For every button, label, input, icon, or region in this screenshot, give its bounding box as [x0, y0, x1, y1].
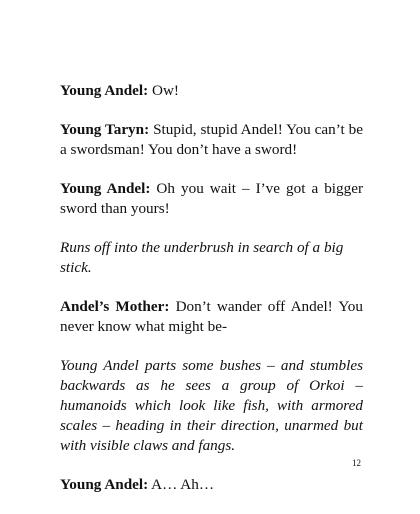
- stage-direction: Young Andel parts some bushes – and stumbles backwards as he sees a group of Orkoi – humanoids which look like fish, with armored scales – heading in their direction, unarmed but with visible claws and fangs.: [60, 357, 363, 454]
- stage-direction: Runs off into the underbrush in search of a big stick.: [60, 239, 344, 276]
- script-body: [60, 81, 363, 514]
- speaker-name: Young Andel:: [60, 82, 149, 99]
- speaker-name: Young Andel:: [60, 180, 151, 197]
- dialogue-line: [60, 179, 363, 219]
- dialogue-text: Ow!: [148, 82, 179, 99]
- speaker-name: Young Andel:: [60, 476, 149, 493]
- dialogue-line: [60, 297, 363, 337]
- speaker-name: Andel’s Mother:: [60, 298, 170, 315]
- dialogue-line: [60, 81, 363, 101]
- dialogue-text: Stupid, stupid Andel! You can’t be a swordsman! You don’t have a sword!: [60, 121, 363, 158]
- dialogue-text: Oh you wait – I’ve got a bigger sword than yours!: [60, 180, 364, 217]
- page-number: 12: [352, 458, 361, 468]
- dialogue-line: [60, 120, 363, 160]
- dialogue-line: [60, 475, 363, 495]
- dialogue-text: A… Ah…: [148, 476, 215, 493]
- speaker-name: Young Taryn:: [60, 121, 150, 138]
- dialogue-text: Don’t wander off Andel! You never know what might be-: [60, 298, 363, 335]
